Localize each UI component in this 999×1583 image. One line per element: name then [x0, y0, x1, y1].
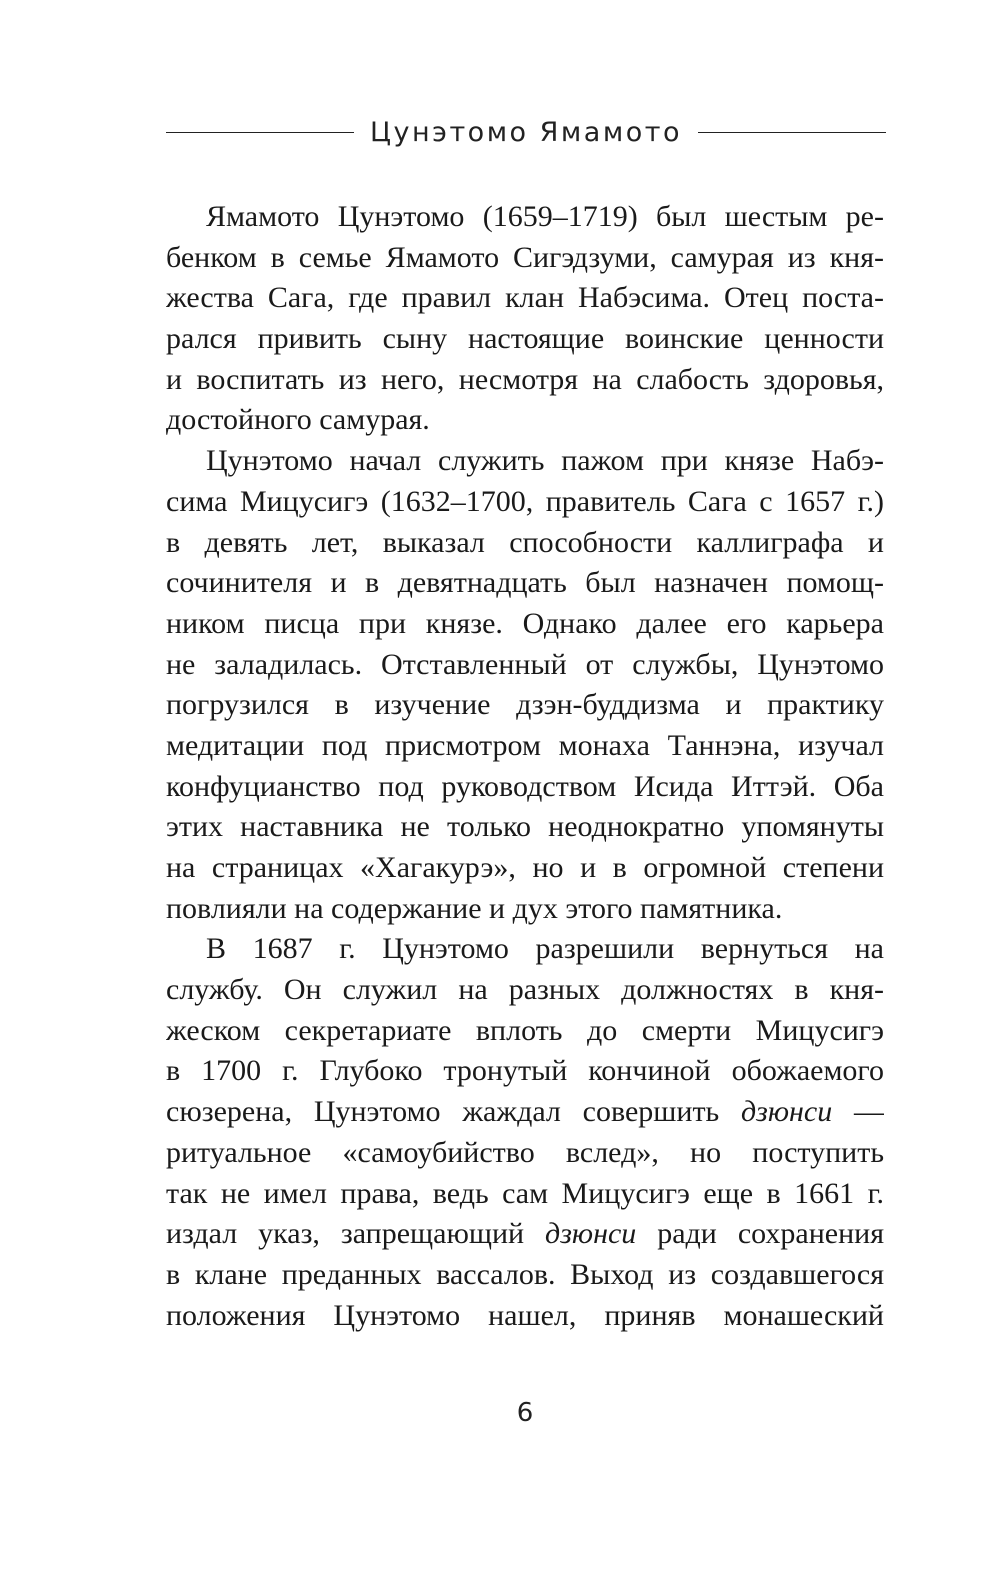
text-line: сима Мицусигэ (1632–1700, правитель Сага с 1657 г.) — [166, 484, 884, 518]
text-line: сюзерена, Цунэтомо жаждал совершить дзюнси — — [166, 1095, 884, 1129]
text-line: ритуальное «самоубийство вслед», но поступить — [166, 1135, 884, 1169]
header-rule-left — [166, 132, 354, 133]
page-number: 6 — [516, 1398, 534, 1428]
text-line: этих наставника не только неоднократно упомянуты — [166, 810, 884, 844]
text-line: и воспитать из него, несмотря на слабость здоровья, — [166, 362, 884, 396]
text-line: в клане преданных вассалов. Выход из создавшегося — [166, 1257, 884, 1291]
text-line: ником писца при князе. Однако далее его карьера — [166, 606, 884, 640]
text-line: медитации под присмотром монаха Таннэна, изучал — [166, 728, 884, 762]
text-line: погрузился в изучение дзэн-буддизма и практику — [166, 688, 884, 722]
text-line: конфуцианство под руководством Исида Иттэй. Оба — [166, 769, 884, 803]
text-line: рался привить сыну настоящие воинские ценности — [166, 322, 884, 356]
text-line: сочинителя и в девятнадцать был назначен помощ- — [166, 566, 884, 600]
text-line: не заладилась. Отставленный от службы, Цунэтомо — [166, 647, 884, 681]
body-text — [166, 197, 884, 1336]
text-line: бенком в семье Ямамото Сигэдзуми, самурая из кня- — [166, 240, 884, 274]
running-header — [166, 110, 886, 154]
text-line: жеском секретариате вплоть до смерти Мицусигэ — [166, 1013, 884, 1047]
text-line: положения Цунэтомо нашел, приняв монашеский — [166, 1298, 884, 1332]
text-line: службу. Он служил на разных должностях в кня- — [166, 973, 884, 1007]
text-line: достойного самурая. — [166, 403, 430, 437]
text-line: издал указ, запрещающий дзюнси ради сохранения — [166, 1217, 884, 1251]
text-line: в девять лет, выказал способности каллиграфа и — [166, 525, 884, 559]
text-line: Ямамото Цунэтомо (1659–1719) был шестым ре- — [206, 200, 884, 233]
text-line: на страницах «Хагакурэ», но и в огромной степени — [166, 851, 884, 884]
text-line: Цунэтомо начал служить пажом при князе Набэ- — [206, 444, 884, 478]
italic-term: дзюнси — [545, 1217, 637, 1251]
text-line: жества Сага, где правил клан Набэсима. Отец поста- — [166, 281, 884, 315]
text-line: так не имел права, ведь сам Мицусигэ еще в 1661 г. — [166, 1176, 884, 1210]
text-line: в 1700 г. Глубоко тронутый кончиной обожаемого — [166, 1054, 884, 1088]
header-rule-right — [698, 132, 886, 133]
italic-term: дзюнси — [741, 1095, 833, 1129]
text-line: повлияли на содержание и дух этого памятника. — [166, 891, 783, 925]
header-title: Цунэтомо Ямамото — [370, 116, 682, 148]
text-line: В 1687 г. Цунэтомо разрешили вернуться на — [206, 932, 884, 966]
